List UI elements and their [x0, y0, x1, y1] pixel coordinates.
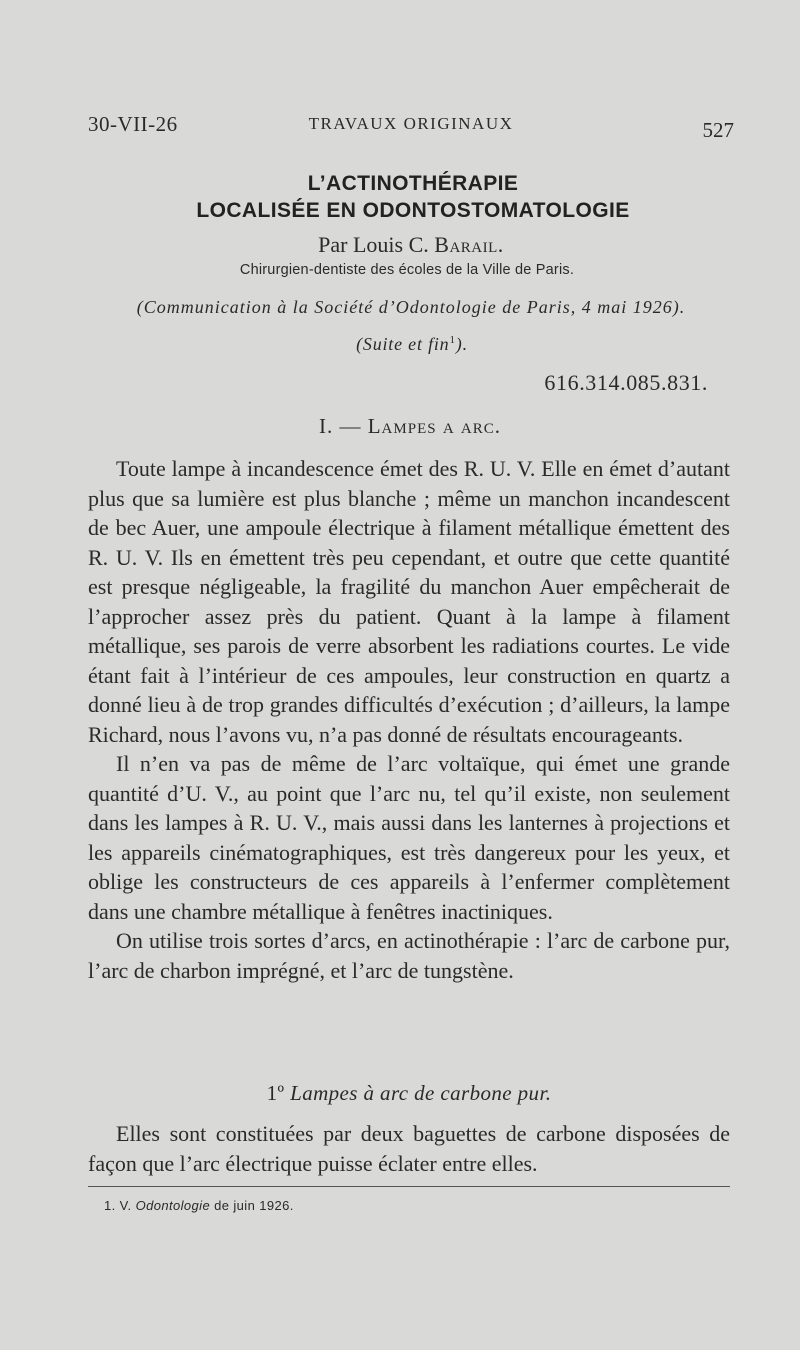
section-body	[88, 454, 730, 985]
author-surname: Barail.	[434, 232, 504, 257]
paragraph: Elles sont constituées par deux baguettes de carbone disposées de façon que l’arc électrique puisse éclater entre elles.	[88, 1121, 730, 1176]
footnote-rest: de juin 1926.	[210, 1198, 294, 1213]
section-number: I. —	[318, 414, 368, 438]
issue-date: 30-VII-26	[88, 112, 178, 136]
section-title: Lampes a arc.	[367, 414, 502, 438]
footnote-marker: 1. V.	[104, 1198, 136, 1213]
article-title-line2: LOCALISÉE EN ODONTOSTOMATOLOGIE	[196, 199, 630, 222]
running-head	[88, 112, 734, 142]
continuation-text: (Suite et fin	[356, 334, 450, 354]
author-line	[0, 232, 800, 258]
section-heading	[0, 414, 800, 439]
classification-number: 616.314.085.831.	[544, 370, 708, 395]
paragraph: Toute lampe à incandescence émet des R. U. V. Elle en émet d’autant plus que sa lumière est plus blanche ; même un manchon incandescent de bec Auer, une ampoule électrique à filament métallique émettent des R. U. V. Ils en émettent très peu cependant, et outre que cette quantité est presque négligeable, la fragilité du manchon Auer empêcherait de l’approcher assez près du patient. Quant à la lampe à filament métallique, ses parois de verre absorbent les radiations courtes. Le vide étant fait à l’intérieur de ces ampoules, leur construction en quartz a donné lieu à de trop grandes difficultés d’exécution ; d’ailleurs, la lampe Richard, nous l’avons vu, n’a pas donné de résultats encourageants.	[88, 456, 730, 747]
continuation-close: ).	[455, 334, 468, 354]
paragraph: Il n’en va pas de même de l’arc voltaïque, qui émet une grande quantité d’U. V., au point que l’arc nu, tel qu’il existe, non seulement dans les lampes à R. U. V., mais aussi dans les lanternes à projections et les appareils cinématographiques, est très dangereux pour les yeux, et oblige les constructeurs de ces appareils à l’enfermer complètement dans une chambre métallique à fenêtres inactiniques.	[88, 751, 730, 924]
continuation-note	[0, 334, 800, 355]
author-prefix: Par Louis C.	[318, 232, 435, 257]
subsection-title: Lampes à arc de carbone pur.	[290, 1081, 552, 1105]
footnote-journal: Odontologie	[135, 1198, 211, 1213]
subsection-body	[88, 1119, 730, 1178]
subsection-number: 1º	[266, 1081, 291, 1105]
footnote	[104, 1198, 294, 1213]
footnote-reference: 1	[449, 334, 456, 346]
paragraph: On utilise trois sortes d’arcs, en actinothérapie : l’arc de carbone pur, l’arc de charbon imprégné, et l’arc de tungstène.	[88, 928, 730, 983]
journal-section: TRAVAUX ORIGINAUX	[308, 114, 514, 133]
author-affiliation: Chirurgien-dentiste des écoles de la Ville de Paris.	[239, 262, 575, 278]
communication-note: (Communication à la Société d’Odontologie de Paris, 4 mai 1926).	[136, 297, 686, 317]
page-number: 527	[702, 118, 734, 142]
footnote-divider	[88, 1186, 730, 1187]
article-title-line1: L’ACTINOTHÉRAPIE	[307, 172, 519, 195]
subsection-heading	[0, 1081, 800, 1106]
